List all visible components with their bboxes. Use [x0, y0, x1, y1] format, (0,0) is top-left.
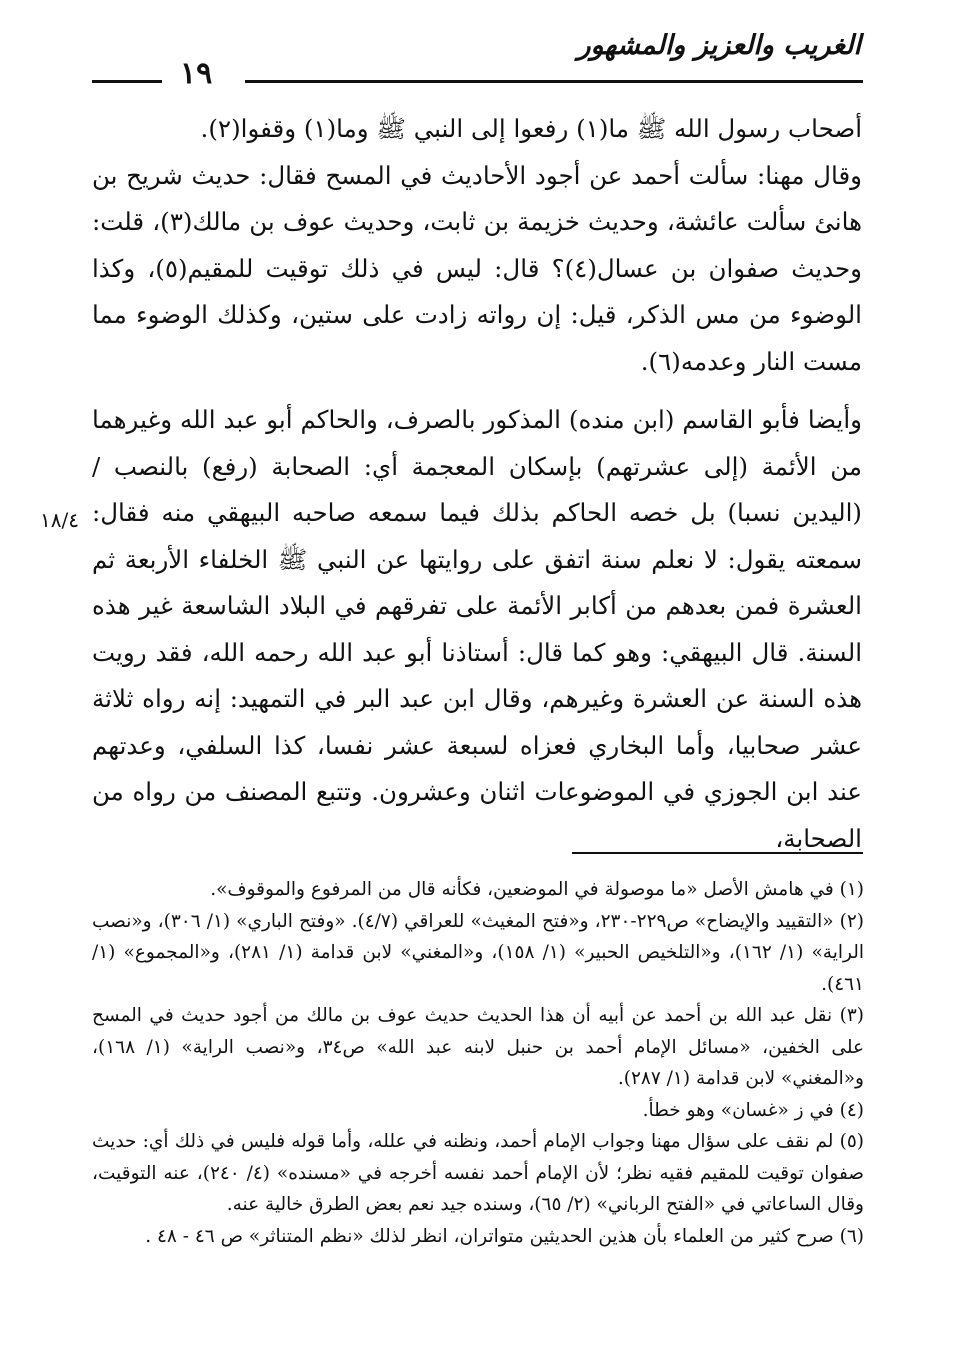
footnote: (١) في هامش الأصل «ما موصولة في الموضعين، فكأنه قال من المرفوع والموقوف». — [210, 879, 864, 900]
footnote: (٣) نقل عبد الله بن أحمد عن أبيه أن هذا الحديث حديث عوف بن مالك من أجود حديث في المسح على الخفين، «مسائل الإمام أحمد بن حنبل لابنه عبد الله» ص٣٤، و«نصب الراية» (١/ ١٦٨)، و«المغني» لابن قدامة (١/ ٢٨٧). — [92, 1005, 864, 1089]
paragraph: أصحاب رسول الله ﷺ ما(١) رفعوا إلى النبي ﷺ وما(١) وقفوا(٢). — [200, 114, 862, 143]
footnote: (٤) في ز «غسان» وهو خطأ. — [642, 1099, 864, 1121]
footnote-separator — [572, 852, 863, 854]
footnote: (٦) صرح كثير من العلماء بأن هذين الحديثين متواتران، انظر لذلك «نظم المتناثر» ص ٤٦ - ٤٨ . — [145, 1225, 864, 1247]
header-rule — [245, 80, 863, 83]
paragraph: وأيضا فأبو القاسم (ابن منده) المذكور بالصرف، والحاكم أبو عبد الله وغيرهما من الأئمة (إلى عشرتهم) بإسكان المعجمة أي: الصحابة (رفع) بالنصب / (اليدين نسبا) بل خصه الحاكم بذلك فيما سمعه صاحبه البيهقي منه فقال: سمعته يقول: لا نعلم سنة اتفق على روايتها عن النبي ﷺ الخلفاء الأربعة ثم العشرة فمن بعدهم من أكابر الأئمة على تفرقهم في البلاد الشاسعة غير هذه السنة. قال البيهقي: وهو كما قال: أستاذنا أبو عبد الله رحمه الله، فقد رويت هذه السنة عن العشرة وغيرهم، وقال ابن عبد البر في التمهيد: إنه رواه ثلاثة عشر صحابيا، وأما البخاري فعزاه لسبعة عشر نفسا، كذا السلفي، وعدتهم عند ابن الجوزي في الموضوعات اثنان وعشرون. وتتبع المصنف من رواه من الصحابة، — [92, 405, 862, 853]
page-number: ١٩ — [180, 56, 213, 91]
running-title: الغريب والعزيز والمشهور — [577, 30, 861, 61]
main-text — [92, 106, 862, 862]
footnote: (٢) «التقييد والإيضاح» ص٢٢٩-٢٣٠، و«فتح المغيث» للعراقي (٤/٧). «وفتح الباري» (١/ ٣٠٦)، و«نصب الراية» (١/ ١٦٢)، و«التلخيص الحبير» (١/ ١٥٨)، و«المغني» لابن قدامة (١/ ٢٨١)، و«المجموع» (١/ ٤٦١). — [92, 910, 864, 995]
footnote: (٥) لم نقف على سؤال مهنا وجواب الإمام أحمد، ونظنه في علله، وأما قوله فليس في ذلك أي: حديث صفوان توقيت للمقيم فقيه نظر؛ لأن الإمام أحمد نفسه أخرجه في «مسنده» (٤/ ٢٤٠)، عنه التوقيت، وقال الساعاتي في «الفتح الرباني» (٢/ ٦٥)، وسنده جيد نعم بعض الطرق خالية عنه. — [92, 1131, 865, 1215]
header-rule — [92, 80, 162, 83]
paragraph: وقال مهنا: سألت أحمد عن أجود الأحاديث في المسح فقال: حديث شريح بن هانئ سألت عائشة، وحديث خزيمة بن ثابت، وحديث عوف بن مالك(٣)، قلت: وحديث صفوان بن عسال(٤)؟ قال: ليس في ذلك توقيت للمقيم(٥)، وكذا الوضوء من مس الذكر، قيل: إن رواته زادت على ستين، وكذلك الوضوء مما مست النار وعدمه(٦). — [92, 160, 863, 376]
footnotes — [92, 874, 864, 1252]
margin-reference: ١٨/٤ — [40, 508, 79, 532]
